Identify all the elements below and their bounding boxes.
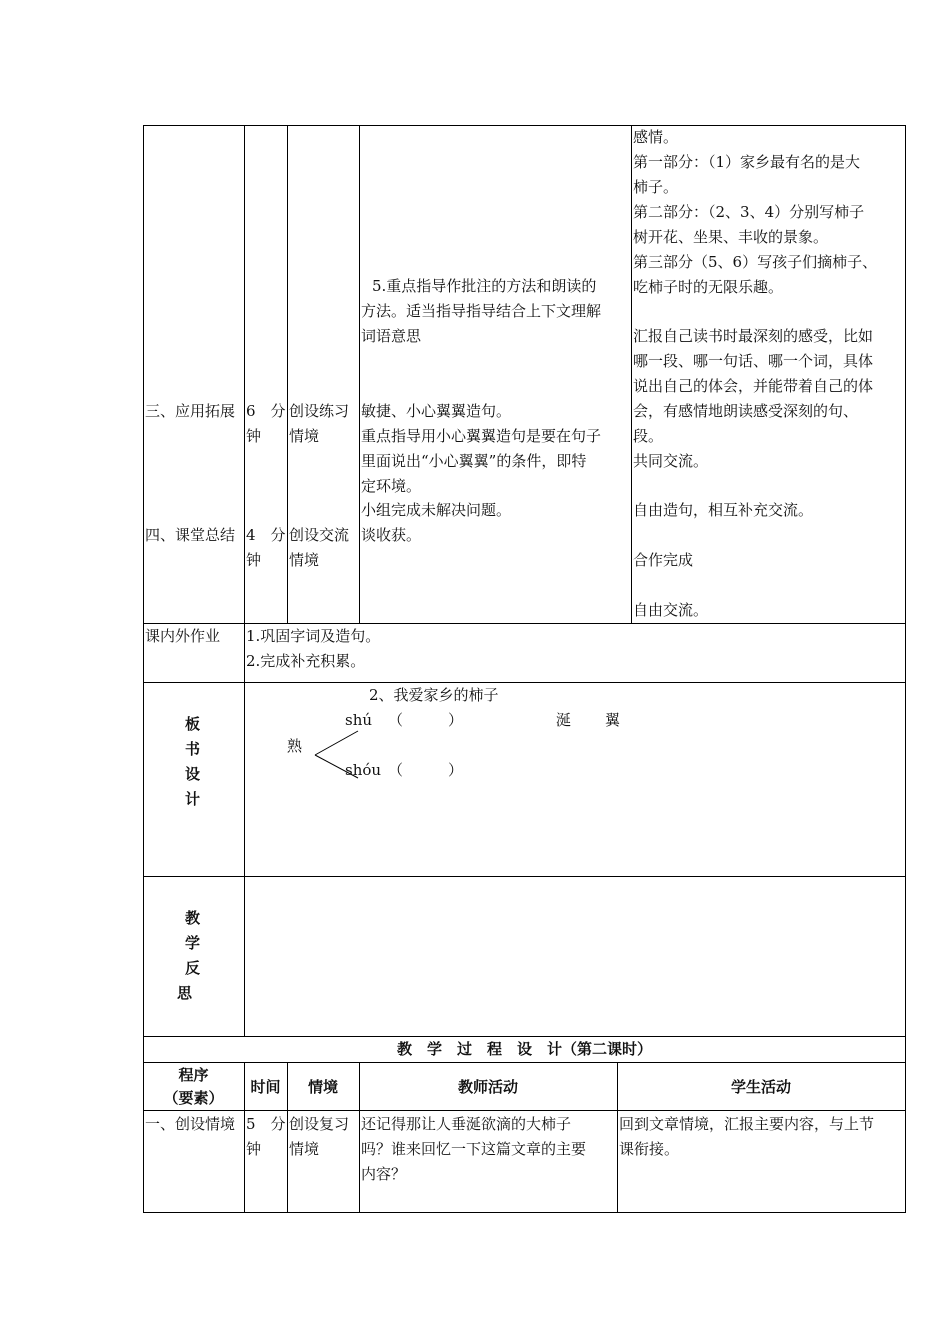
scene-apply: 创设练习 [289,402,350,420]
student-activity-line: 课衔接。 [619,1140,680,1158]
table-border-top [143,125,906,126]
homework-label: 课内外作业 [145,627,221,645]
student-activity-line: 树开花、坐果、丰收的景象。 [633,228,829,246]
homework-item: 1.巩固字词及造句。 [246,627,381,645]
time-create-unit: 钟 [246,1140,262,1158]
scene-summary-2: 情境 [289,551,320,569]
teacher-activity-line: 方法。适当指导指导结合上下文理解 [361,302,602,320]
time-summary-unit: 钟 [246,551,262,569]
student-activity-line: 吃柿子时的无限乐趣。 [633,278,784,296]
row-divider [143,1062,906,1063]
time-summary: 4 分 [246,526,286,544]
col-divider [631,125,632,623]
reflection-label-char: 教 [185,909,201,927]
time-apply-unit: 钟 [246,427,262,445]
student-activity-line: 感情。 [633,128,679,146]
student-activity-line: 汇报自己读书时最深刻的感受，比如 [633,327,874,345]
row-divider [143,1110,906,1111]
student-activity-line: 段。 [633,427,664,445]
bracket-lines-icon [300,725,370,785]
teacher-activity-line: 重点指导用小心翼翼造句是要在句子 [361,427,602,445]
teacher-activity-line: 谈收获。 [361,526,422,544]
stage-apply: 三、应用拓展 [145,402,236,420]
student-activity-line: 第二部分：（2、3、4）分别写柿子 [633,203,865,221]
scene-create: 创设复习 [289,1115,350,1133]
student-activity-line: 回到文章情境，汇报主要内容，与上节 [619,1115,875,1133]
teacher-activity-line: 敏捷、小心翼翼造句。 [361,402,512,420]
reflection-label-char: 学 [185,934,201,952]
student-activity-line: 自由造句，相互补充交流。 [633,501,814,519]
table-border-bottom [143,1212,906,1213]
student-activity-line: 第三部分（5、6）写孩子们摘柿子、 [633,253,878,271]
header-student: 学生活动 [730,1078,791,1096]
teacher-activity-line: 里面说出“小心翼翼”的条件，即特 [361,452,587,470]
scene-apply-2: 情境 [289,427,320,445]
lesson2-title: 教 学 过 程 设 计（第二课时） [396,1040,652,1058]
stage-create: 一、创设情境 [145,1115,236,1133]
student-activity-line: 共同交流。 [633,452,709,470]
header-scene: 情境 [307,1078,338,1096]
student-activity-line: 哪一段、哪一句话、哪一个词，具体 [633,352,874,370]
row-divider [143,876,906,877]
time-apply: 6 分 [246,402,286,420]
board-word-1: 涎 [556,711,572,729]
header-stage: 程序 [178,1066,209,1084]
board-paren-1: （ ） [388,711,464,729]
board-label-char: 板 [185,715,201,733]
student-activity-line: 第一部分：（1）家乡最有名的是大 [633,153,861,171]
teacher-activity-line: 内容？ [361,1165,407,1183]
reflection-label-char: 反 [185,959,201,977]
board-paren-2: （ ） [388,761,464,779]
student-activity-line: 自由交流。 [633,601,709,619]
student-activity-line: 柿子。 [633,178,679,196]
student-activity-line: 说出自己的体会，并能带着自己的体 [633,377,874,395]
board-label-char: 设 [185,765,201,783]
col-divider [244,125,245,623]
board-label-char: 计 [185,790,201,808]
board-title: 2、我爱家乡的柿子 [369,686,499,704]
board-pron-1: shú [345,711,373,729]
student-activity-line: 会，有感情地朗读感受深刻的句、 [633,402,859,420]
teacher-activity-line: 吗？谁来回忆一下这篇文章的主要 [361,1140,587,1158]
time-create: 5 分 [246,1115,286,1133]
teacher-activity-line: 词语意思 [361,327,422,345]
board-label-char: 书 [185,740,201,758]
scene-create-2: 情境 [289,1140,320,1158]
board-char: 熟 [287,737,303,755]
teacher-activity-line: 还记得那让人垂涎欲滴的大柿子 [361,1115,572,1133]
header-time: 时间 [250,1078,281,1096]
stage-summary: 四、课堂总结 [145,526,236,544]
col-divider [244,623,245,1036]
row-divider [143,682,906,683]
teacher-activity-line: 小组完成未解决问题。 [361,501,512,519]
scene-summary: 创设交流 [289,526,350,544]
header-stage-2: （要素） [163,1089,224,1107]
student-activity-line: 合作完成 [633,551,694,569]
board-pron-2: shóu [345,761,382,779]
teacher-activity-line: 定环境。 [361,477,422,495]
homework-item: 2.完成补充积累。 [246,652,366,670]
board-word-2: 翼 [605,711,621,729]
teacher-activity-line: 5.重点指导作批注的方法和朗读的 [372,277,597,295]
header-teacher: 教师活动 [457,1078,518,1096]
col-divider [359,125,360,623]
col-divider [287,125,288,623]
reflection-label-char: 思 [177,984,193,1002]
